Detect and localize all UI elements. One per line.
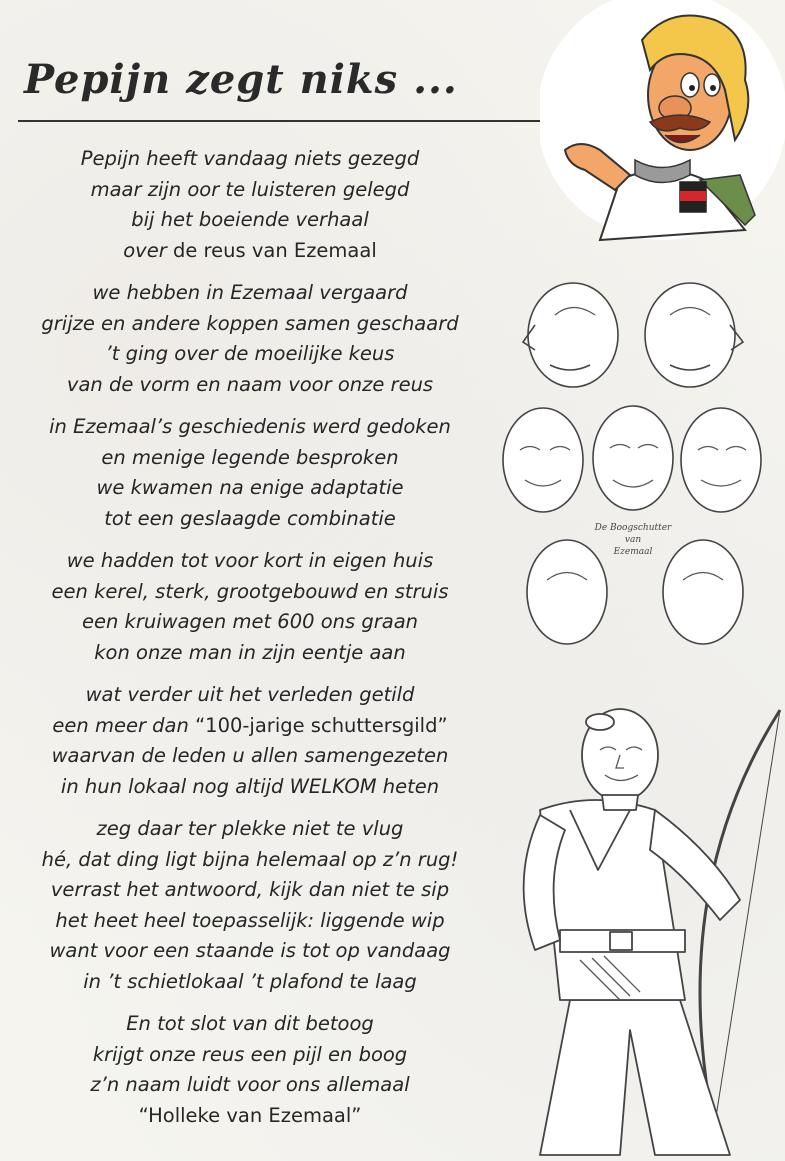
poem-line — [0, 236, 500, 267]
poem-line-prefix: over — [123, 238, 167, 262]
poem-line-emphasis: de reus van Ezemaal — [172, 238, 377, 262]
sketch-caption-line3: Ezemaal — [613, 547, 653, 557]
poem-line: zeg daar ter plekke niet te vlug — [96, 817, 404, 840]
poem-line: want voor een staande is tot op vandaag — [49, 939, 451, 962]
poem-line: krijgt onze reus een pijl en boog — [92, 1042, 408, 1066]
poem-stanza — [0, 144, 500, 266]
poem-line: z’n naam luidt voor ons allemaal — [90, 1073, 410, 1096]
sketch-caption-line2: van — [624, 535, 642, 545]
poem-line: in ’t schietlokaal ’t plafond te laag — [83, 969, 417, 993]
poem-line: we hebben in Ezemaal vergaard — [92, 281, 408, 304]
poem-stanza — [0, 680, 500, 802]
poem-line — [0, 711, 500, 742]
poem-line: verrast het antwoord, kijk dan niet te sip — [50, 878, 450, 901]
poem-line: hé, dat ding ligt bijna helemaal op z’n rug! — [41, 847, 459, 871]
poem-line: van de vorm en naam voor onze reus — [66, 372, 434, 396]
poem — [0, 144, 500, 1143]
poem-stanza — [0, 278, 500, 400]
poem-line: en menige legende besproken — [101, 445, 399, 469]
poem-line: bij het boeiende verhaal — [131, 208, 369, 231]
poem-stanza — [0, 546, 500, 668]
poem-line-emphasis: “100-jarige schuttersgild” — [195, 713, 448, 737]
poem-line: in hun lokaal nog altijd WELKOM heten — [60, 774, 440, 798]
title-divider — [18, 120, 545, 122]
poem-line: het heet heel toepasselijk: liggende wip — [55, 908, 445, 932]
poem-line: we kwamen na enige adaptatie — [96, 476, 404, 499]
poem-line: wat verder uit het verleden getild — [85, 683, 415, 706]
poem-stanza — [0, 412, 500, 534]
poem-line: we hadden tot voor kort in eigen huis — [66, 549, 434, 572]
poem-stanza — [0, 814, 500, 997]
head-sketches-illustration — [495, 280, 775, 660]
poem-stanza — [0, 1009, 500, 1131]
poem-line: tot een geslaagde combinatie — [104, 506, 396, 530]
poem-line: kon onze man in zijn eentje aan — [94, 640, 406, 664]
poem-line: een kerel, sterk, grootgebouwd en struis — [51, 579, 449, 603]
page-title: Pepijn zegt niks ... — [24, 56, 458, 103]
poem-line-prefix: een meer dan — [52, 713, 189, 737]
sketch-caption-line1: De Boogschutter — [594, 523, 672, 533]
giant-name: “Holleke van Ezemaal” — [138, 1103, 362, 1127]
poem-line: Pepijn heeft vandaag niets gezegd — [80, 147, 420, 170]
archer-giant-illustration — [480, 700, 785, 1161]
poem-line: in Ezemaal’s geschiedenis werd gedoken — [49, 415, 451, 438]
poem-line: waarvan de leden u allen samengezeten — [51, 744, 449, 767]
poem-line: een kruiwagen met 600 ons graan — [81, 610, 419, 633]
poem-line: ’t ging over de moeilijke keus — [105, 342, 395, 365]
poem-line: En tot slot van dit betoog — [126, 1012, 374, 1035]
poem-line: maar zijn oor te luisteren gelegd — [90, 177, 410, 201]
poem-line: grijze en andere koppen samen geschaard — [41, 311, 459, 335]
pepijn-mascot-illustration — [540, 0, 785, 245]
